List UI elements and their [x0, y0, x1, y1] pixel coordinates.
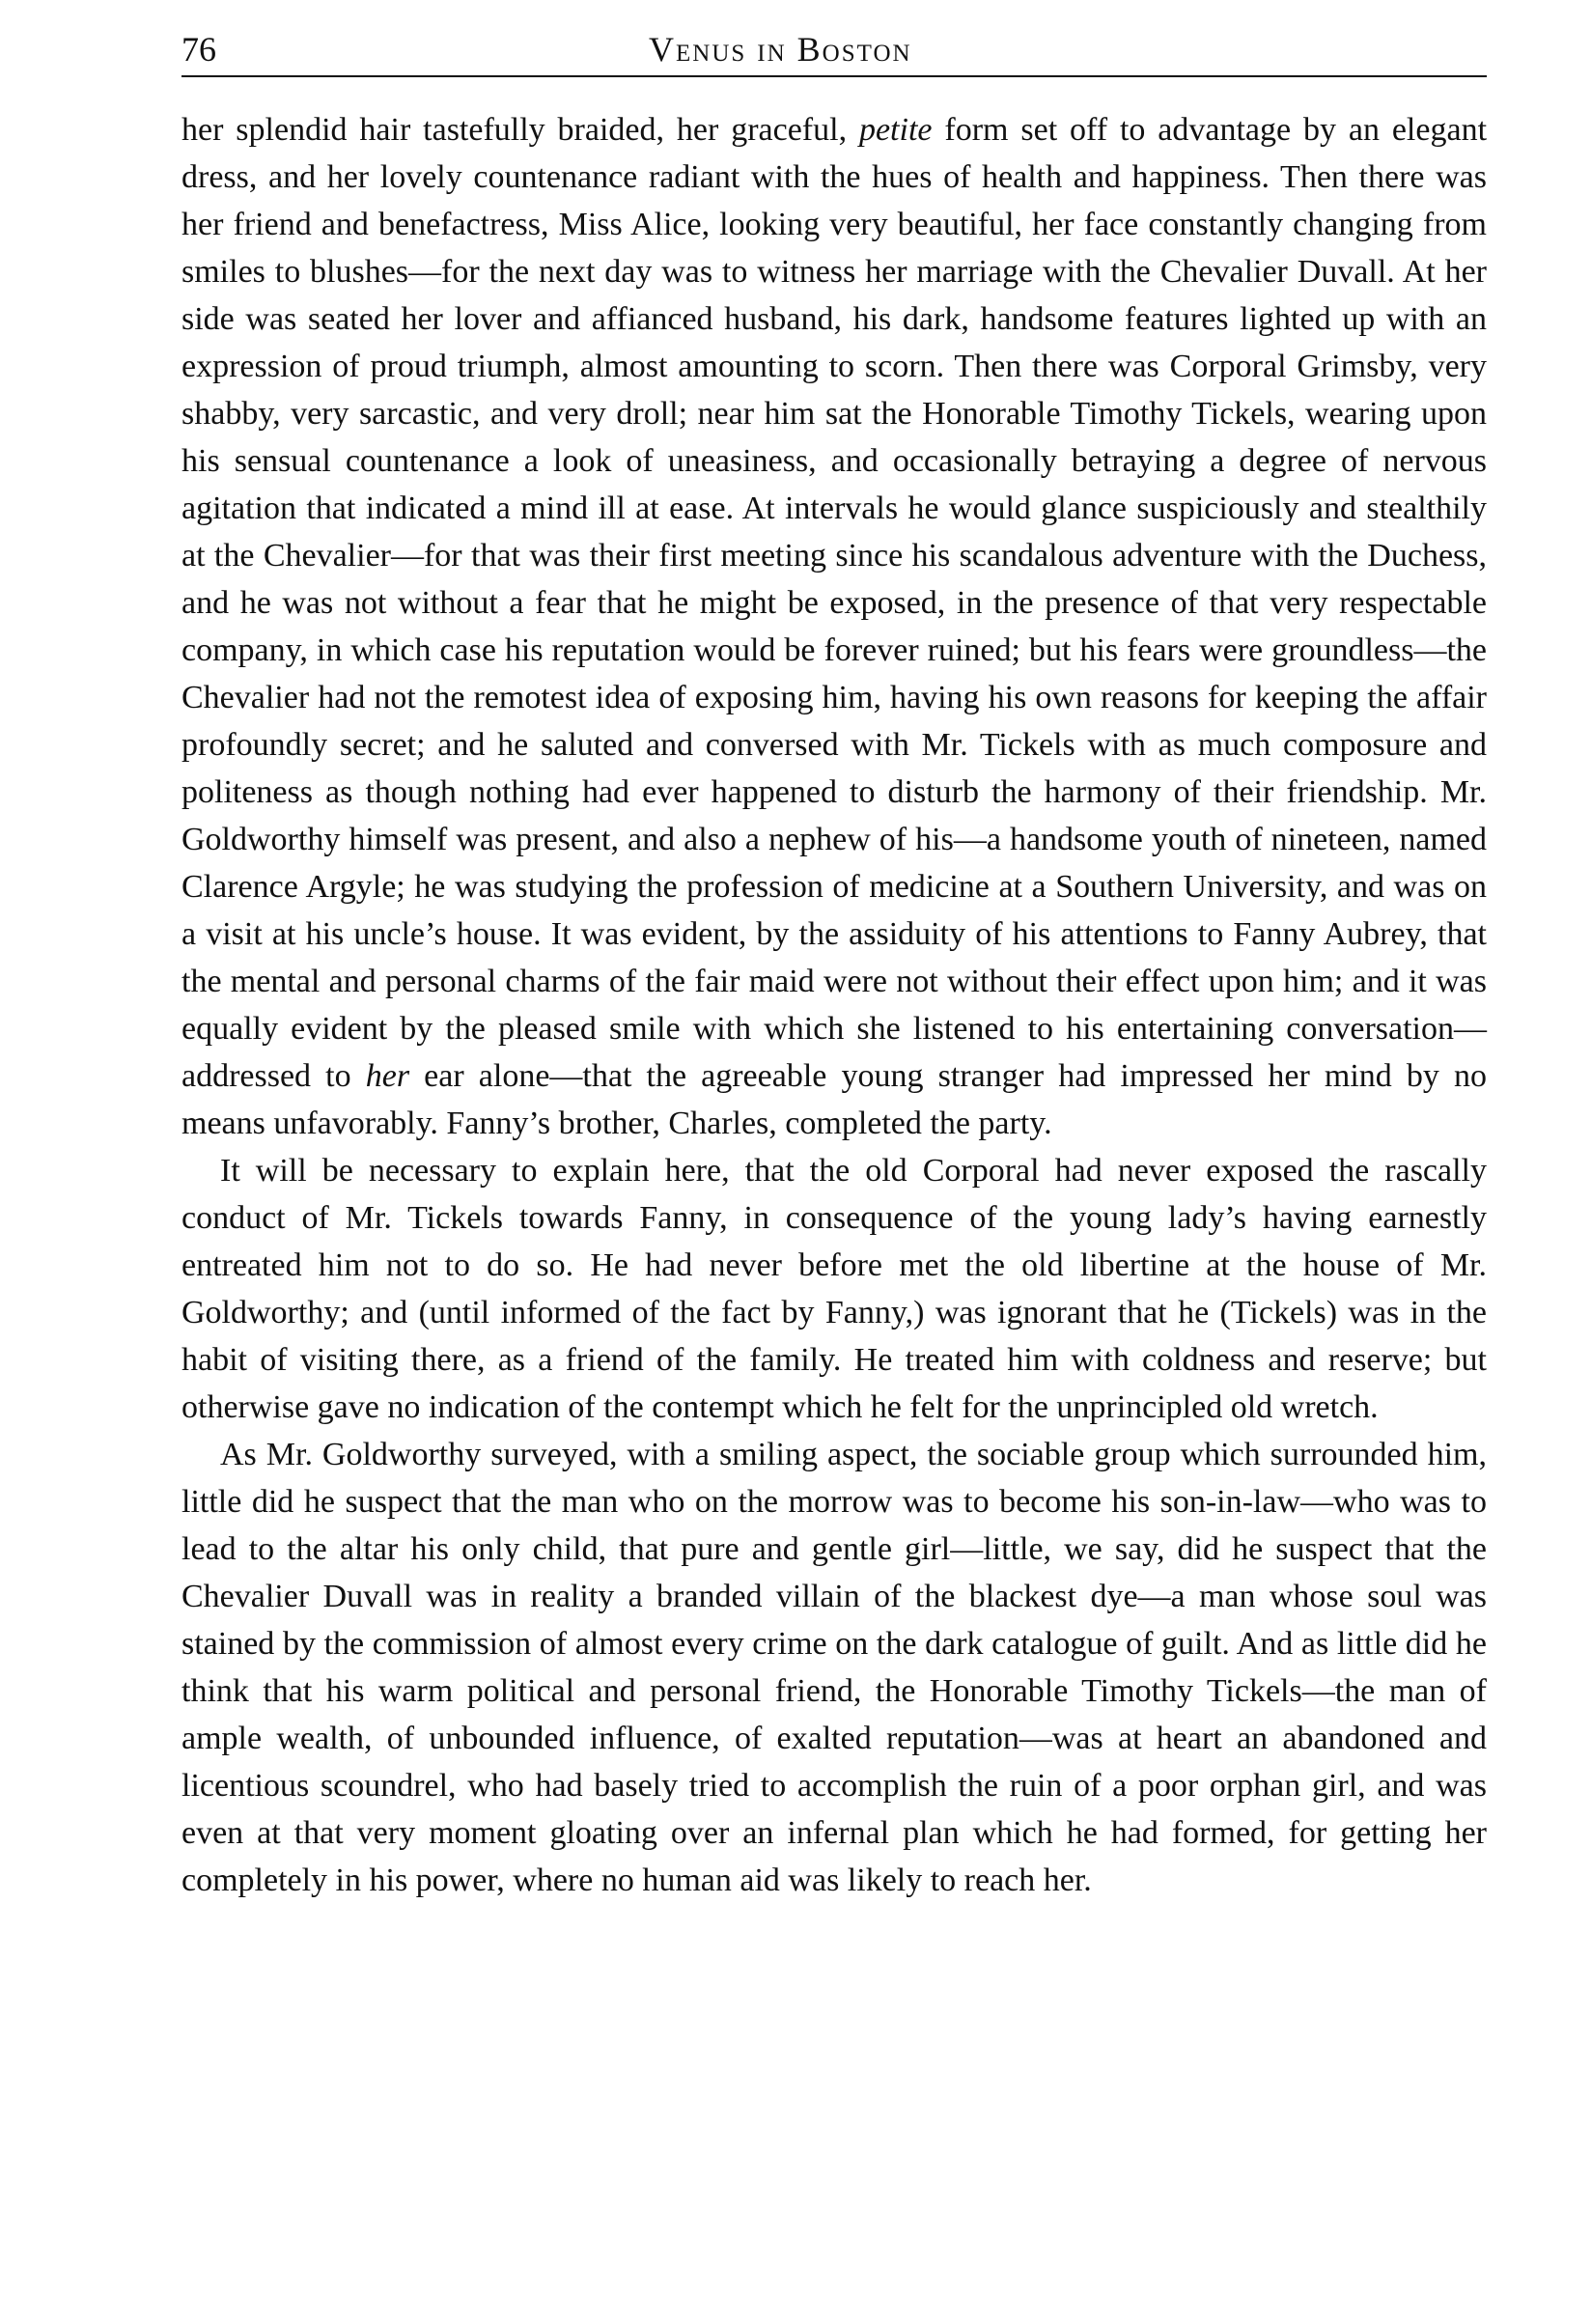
paragraph-1-text-c: ear alone—that the agreeable young stranger had impressed her mind by no means unfavorably. Fanny’s brother, Charles, completed the party.	[181, 1058, 1487, 1141]
paragraph-1-text-a: her splendid hair tastefully braided, her graceful,	[181, 112, 859, 148]
page-number: 76	[181, 30, 216, 69]
paragraph-2: It will be necessary to explain here, that the old Corporal had never exposed the rascally conduct of Mr. Tickels towards Fanny, in consequence of the young lady’s having earnestly entreated him not to do so. He had never before met the old libertine at the house of Mr. Goldworthy; and (until informed of the fact by Fanny,) was ignorant that he (Tickels) was in the habit of visiting there, as a friend of the family. He treated him with coldness and reserve; but otherwise gave no indication of the contempt which he felt for the unprincipled old wretch.	[181, 1153, 1487, 1425]
body-text	[181, 106, 1487, 1904]
running-head	[181, 27, 1487, 71]
paragraph-1	[181, 106, 1487, 1147]
paragraph-1-text-b: form set off to advantage by an elegant dress, and her lovely countenance radiant with the hues of health and happiness. Then there was her friend and benefactress, Miss Alice, looking very beautiful, her face constantly changing from smiles to blushes—for the next day was to witness her marriage with the Chevalier Duvall. At her side was seated her lover and affianced husband, his dark, handsome features lighted up with an expression of proud triumph, almost amounting to scorn. Then there was Corporal Grimsby, very shabby, very sarcastic, and very droll; near him sat the Honorable Timothy Tickels, wearing upon his sensual countenance a look of uneasiness, and occasionally betraying a degree of nervous agitation that indicated a mind ill at ease. At intervals he would glance suspiciously and stealthily at the Chevalier—for that was their first meeting since his scandalous adventure with the Duchess, and he was not without a fear that he might be exposed, in the presence of that very respectable company, in which case his reputation would be forever ruined; but his fears were groundless—the Chevalier had not the remotest idea of exposing him, having his own reasons for keeping the affair profoundly secret; and he saluted and conversed with Mr. Tickels with as much composure and politeness as though nothing had ever happened to disturb the harmony of their friendship. Mr. Goldworthy himself was present, and also a nephew of his—a handsome youth of nineteen, named Clarence Argyle; he was studying the profession of medicine at a Southern University, and was on a visit at his uncle’s house. It was evident, by the assiduity of his attentions to Fanny Aubrey, that the mental and personal charms of the fair maid were not without their effect upon him; and it was equally evident by the pleased smile with which she listened to his entertaining conversation—addressed to	[181, 112, 1488, 1094]
paragraph-3: As Mr. Goldworthy surveyed, with a smiling aspect, the sociable group which surrounded him, little did he suspect that the man who on the morrow was to become his son-in-law—who was to lead to the altar his only child, that pure and gentle girl—little, we say, did he suspect that the Chevalier Duvall was in reality a branded villain of the blackest dye—a man whose soul was stained by the commission of almost every crime on the dark catalogue of guilt. And as little did he think that his warm political and personal friend, the Honorable Timothy Tickels—the man of ample wealth, of unbounded influence, of exalted reputation—was at heart an abandoned and licentious scoundrel, who had basely tried to accomplish the ruin of a poor orphan girl, and was even at that very moment gloating over an infernal plan which he had formed, for getting her completely in his power, where no human aid was likely to reach her.	[181, 1437, 1487, 1898]
header-rule	[181, 75, 1487, 77]
emphasis-her: her	[365, 1058, 410, 1094]
running-title: Venus in Boston	[649, 30, 912, 69]
emphasis-petite: petite	[858, 112, 933, 148]
